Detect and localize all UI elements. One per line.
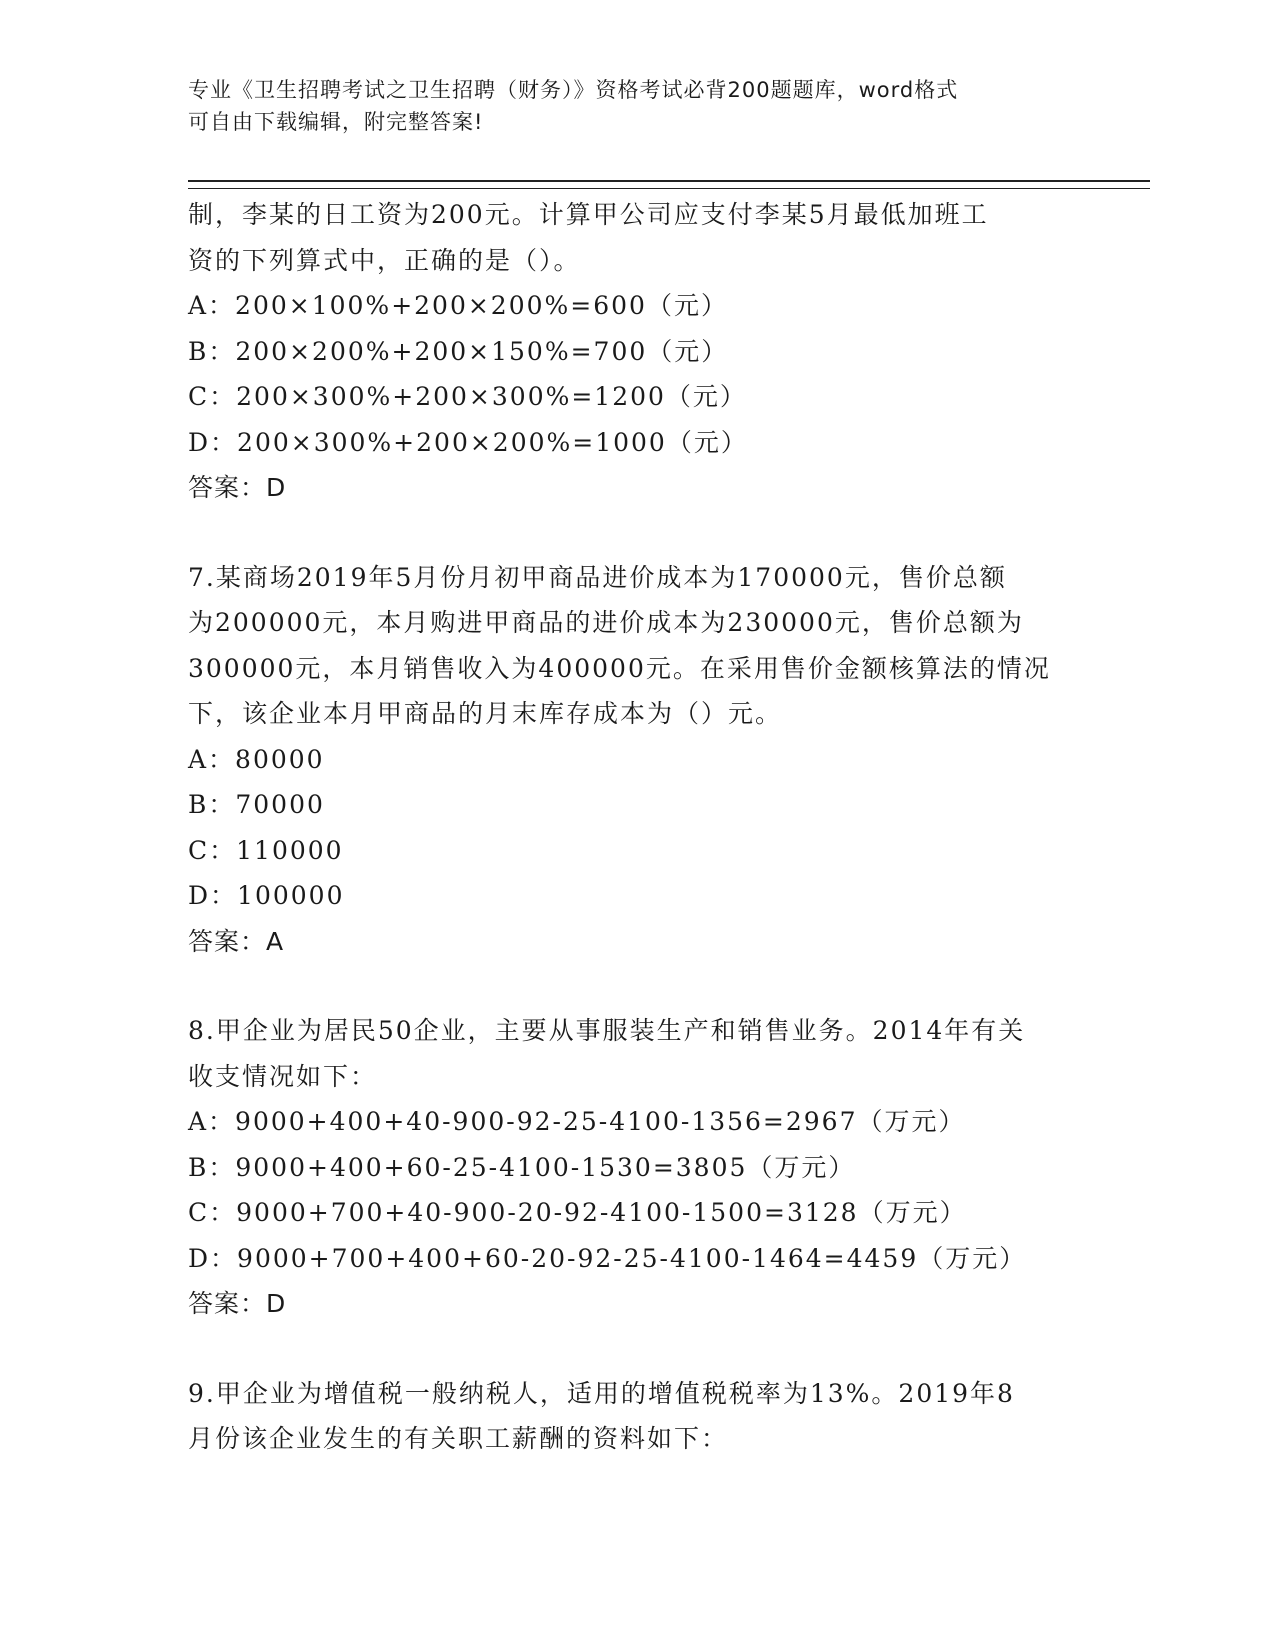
option-c: C：9000+700+40-900-20-92-4100-1500=3128（万元） (188, 1198, 967, 1227)
question-stem-line: 月份该企业发生的有关职工薪酬的资料如下： (188, 1424, 729, 1453)
option-a: A：80000 (188, 744, 325, 774)
header-title-line-2: 可自由下载编辑，附完整答案! (188, 110, 484, 134)
answer-line: 答案：D (188, 473, 287, 502)
option-b: B：200×200%+200×150%=700（元） (188, 336, 729, 366)
question-stem-line: 8.甲企业为居民50企业，主要从事服装生产和销售业务。2014年有关 (188, 1016, 1026, 1045)
question-6 (188, 192, 1088, 511)
question-stem-line: 收支情况如下： (188, 1061, 378, 1091)
question-stem-line: 下，该企业本月甲商品的月末库存成本为（）元。 (188, 699, 783, 728)
question-stem-line: 7.某商场2019年5月份月初甲商品进价成本为170000元，售价总额 (188, 562, 1007, 592)
question-9 (188, 1371, 1088, 1462)
question-gap (188, 511, 1088, 555)
question-stem-line: 9.甲企业为增值税一般纳税人，适用的增值税税率为13%。2019年8 (188, 1378, 1015, 1408)
header-title-line-1: 专业《卫生招聘考试之卫生招聘（财务）》资格考试必背200题题库，word格式 (188, 78, 959, 102)
page-header (188, 74, 1088, 138)
option-b: B：9000+400+60-25-4100-1530=3805（万元） (188, 1152, 856, 1182)
option-c: C：200×300%+200×300%=1200（元） (188, 382, 747, 411)
header-divider (188, 180, 1150, 189)
document-body (188, 192, 1088, 1462)
question-stem-line: 资的下列算式中，正确的是（）。 (188, 245, 581, 275)
question-stem-line: 制，李某的日工资为200元。计算甲公司应支付李某5月最低加班工 (188, 200, 989, 229)
question-stem-line: 为200000元，本月购进甲商品的进价成本为230000元，售价总额为 (188, 608, 1024, 637)
question-7 (188, 555, 1088, 965)
question-gap (188, 964, 1088, 1008)
option-d: D：200×300%+200×200%=1000（元） (188, 427, 748, 457)
option-b: B：70000 (188, 790, 325, 819)
question-gap (188, 1327, 1088, 1371)
answer-line: 答案：A (188, 926, 285, 956)
option-d: D：9000+700+400+60-20-92-25-4100-1464=4459（万元） (188, 1243, 1027, 1273)
question-8 (188, 1008, 1088, 1327)
option-c: C：110000 (188, 835, 344, 865)
option-a: A：9000+400+40-900-92-25-4100-1356=2967（万元） (188, 1107, 966, 1136)
question-stem-line: 300000元，本月销售收入为400000元。在采用售价金额核算法的情况 (188, 653, 1051, 683)
option-d: D：100000 (188, 881, 345, 910)
option-a: A：200×100%+200×200%=600（元） (188, 291, 728, 320)
answer-line: 答案：D (188, 1289, 287, 1318)
